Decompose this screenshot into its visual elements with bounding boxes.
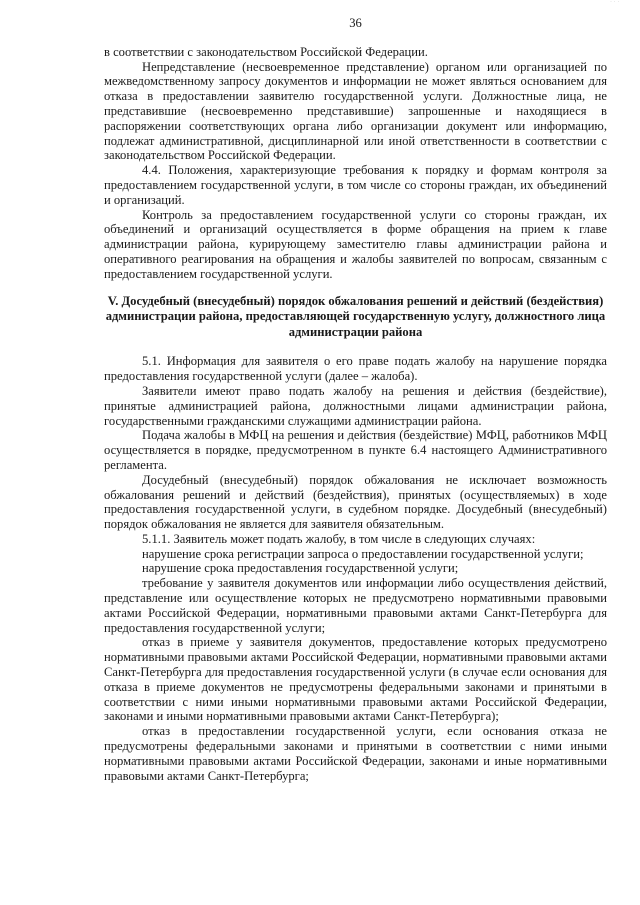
paragraph: 4.4. Положения, характеризующие требования к порядку и формам контроля за предоставлением государственной услуги, в том числе со стороны граждан, их объединений и организаций. <box>104 163 607 207</box>
document-page <box>104 16 607 783</box>
paragraph: Контроль за предоставлением государственной услуги со стороны граждан, их объединений и организаций осуществляется в форме обращения на прием к главе администрации района, курирующему заместителю главы администрации района и оперативного реагирования на обращения и жалобы заявителей по вопросам, связанным с предоставлением государственной услуги. <box>104 207 607 281</box>
list-item: нарушение срока регистрации запроса о предоставлении государственной услуги; <box>142 546 584 561</box>
paragraph: Заявители имеют право подать жалобу на решения и действия (бездействие), принятые администрацией района, должностными лицами администрации района, государственными гражданскими служащими администрации района. <box>104 383 607 428</box>
top-paragraphs <box>104 45 607 282</box>
paragraph: Досудебный (внесудебный) порядок обжалования не исключает возможность обжалования решений и действий (бездействия), принятых (осуществляемых) в ходе предоставления государственной услуги, в судебном порядке. Досудебный (внесудебный) порядок обжалования не является для заявителя обязательным. <box>104 472 607 532</box>
bottom-paragraphs <box>104 354 607 783</box>
list-item: отказ в предоставлении государственной услуги, если основания отказа не предусмотрены федеральными законами и принятыми в соответствии с ними иными нормативными правовыми актами Российской Федерации, законами и иные нормативными правовыми актами Санкт-Петербурга; <box>104 724 607 783</box>
paragraph: 5.1. Информация для заявителя о его праве подать жалобу на нарушение порядка предоставления государственной услуги (далее – жалоба). <box>104 354 607 384</box>
paragraph: Подача жалобы в МФЦ на решения и действия (бездействие) МФЦ, работников МФЦ осуществляется в порядке, предусмотренном в пункте 6.4 настоящего Административного регламента. <box>104 428 607 472</box>
list-item: отказ в приеме у заявителя документов, предоставление которых предусмотрено нормативными правовыми актами Российской Федерации, нормативными правовыми актами Санкт-Петербурга для предоставления государственной услуги (в случае если основания для отказа в приеме документов не предусмотрены федеральными законами и принятыми в соответствии с ними иными нормативными правовыми актами Российской Федерации, законами и иными нормативными правовыми актами Санкт-Петербурга); <box>104 635 607 724</box>
page-number: 36 <box>349 16 362 30</box>
list-item: нарушение срока предоставления государственной услуги; <box>142 561 459 576</box>
paragraph: 5.1.1. Заявитель может подать жалобу, в том числе в следующих случаях: <box>142 531 536 546</box>
corner-scan-mark: · · · <box>610 0 620 5</box>
section-heading: V. Досудебный (внесудебный) порядок обжалования решений и действий (бездействия) администрации района, предоставляющей государственную услугу, должностного лица администрации района <box>105 293 606 339</box>
paragraph: в соответствии с законодательством Российской Федерации. <box>104 44 428 59</box>
list-item: требование у заявителя документов или информации либо осуществления действий, представление или осуществление которых не предусмотрено нормативными правовыми актами Российской Федерации, нормативными правовыми актами Санкт-Петербурга для предоставления государственной услуги; <box>104 576 607 635</box>
paragraph: Непредставление (несвоевременное представление) органом или организацией по межведомственному запросу документов и информации не может являться основанием для отказа в предоставлении заявителю государственной услуги. Должностные лица, не представившие (несвоевременно представившие) запрошенные и находящиеся в распоряжении соответствующих органа либо организации документ или информацию, подлежат административной, дисциплинарной или иной ответственности в соответствии с законодательством Российской Федерации. <box>104 59 607 163</box>
